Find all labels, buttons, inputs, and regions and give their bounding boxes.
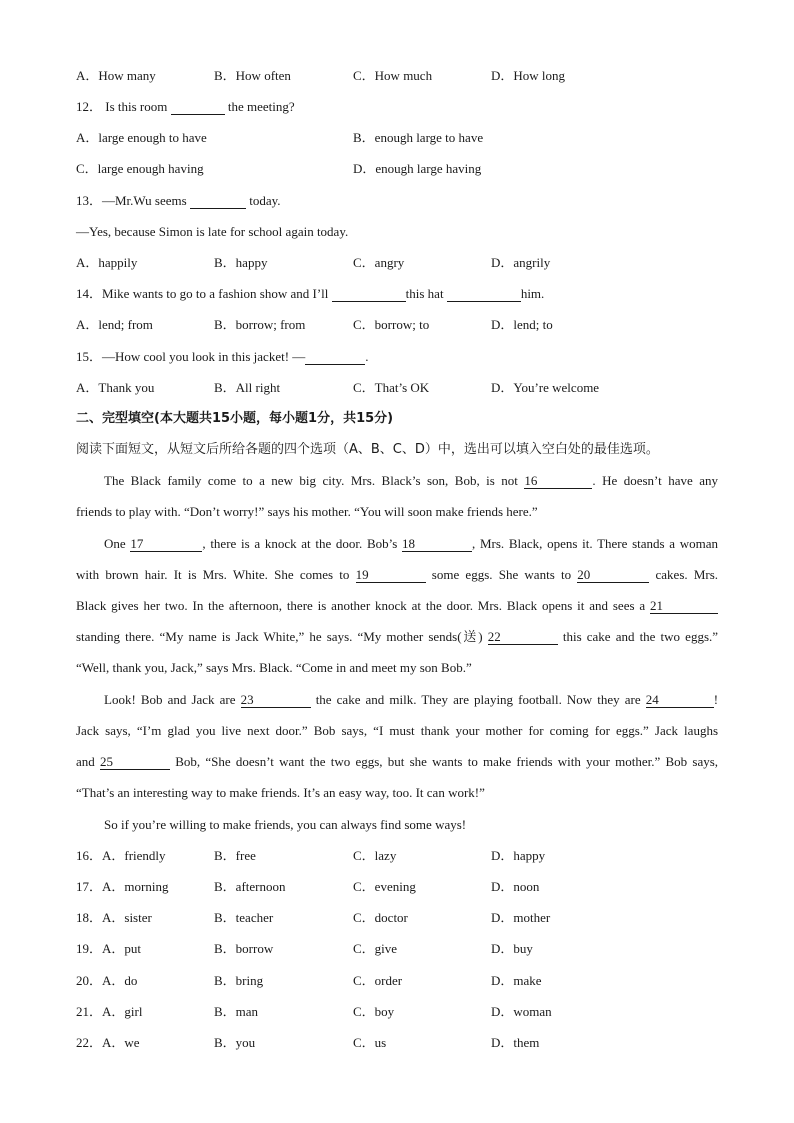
choice-a: 19．A．put [76, 941, 142, 956]
question-13-text: 13．—Mr.Wu seems [76, 193, 187, 208]
question-15-text: 15．—How cool you look in this jacket! — [76, 349, 306, 364]
option-b: B．happy [214, 255, 268, 270]
option-b: B．All right [214, 380, 281, 395]
choice-b: B．teacher [214, 910, 274, 925]
question-15-text-end: . [365, 349, 369, 364]
blank-22: 22 [488, 630, 558, 645]
option-a: A．How many [76, 68, 156, 83]
choice-c: C．give [353, 941, 398, 956]
question-14-text: 14．Mike wants to go to a fashion show and I’ll [76, 286, 329, 301]
option-b: B．borrow; from [214, 317, 306, 332]
blank-18: 18 [402, 537, 472, 552]
section-heading: 二、完型填空(本大题共15小题，每小题1分，共15分) [76, 411, 394, 426]
passage-text: One [104, 536, 126, 551]
question-12-text: 12． Is this room [76, 99, 168, 114]
passage-line [104, 536, 718, 552]
choice-d: D．happy [491, 848, 546, 863]
blank-16: 16 [524, 474, 592, 489]
choice-a: 17．A．morning [76, 879, 169, 894]
passage-text: , Mrs. Black, opens it. There stands a woman [472, 536, 719, 551]
passage-text: cakes. Mrs. [655, 567, 719, 582]
choice-d: D．noon [491, 879, 540, 894]
answer-blank [190, 194, 246, 209]
question-15 [76, 349, 369, 365]
choice-a: 21．A．girl [76, 1004, 143, 1019]
passage-line: Jack says, “I’m glad you live next door.” Bob says, “I must thank your mother for coming for eggs.” Jack laughs [76, 723, 718, 738]
question-14-text-end: him. [520, 286, 545, 301]
passage-text: with brown hair. It is Mrs. White. She comes to [76, 567, 350, 582]
question-13 [76, 193, 281, 209]
choice-d: D．them [491, 1035, 540, 1050]
choice-b: B．free [214, 848, 256, 863]
choice-a: 20．A．do [76, 973, 138, 988]
choice-b: B．man [214, 1004, 259, 1019]
blank-25: 25 [100, 755, 170, 770]
question-12-text-end: the meeting? [227, 99, 295, 114]
option-d: D．You’re welcome [491, 380, 600, 395]
choice-a: 22．A．we [76, 1035, 140, 1050]
passage-text: Look! Bob and Jack are [104, 692, 236, 707]
choice-b: B．bring [214, 973, 264, 988]
passage-text: this cake and the two eggs.” [562, 629, 719, 644]
section-instruction: 阅读下面短文，从短文后所给各题的四个选项（A、B、C、D）中，选出可以填入空白处的最佳选项。 [76, 442, 659, 457]
passage-line [104, 473, 718, 489]
choice-d: D．buy [491, 941, 533, 956]
question-14-text-mid: this hat [405, 286, 444, 301]
answer-blank [171, 100, 225, 115]
answer-blank [447, 287, 521, 302]
passage-text: The Black family come to a new big city. Mrs. Black’s son, Bob, is not [104, 473, 518, 488]
passage-line: friends to play with. “Don’t worry!” says his mother. “You will soon make friends here.” [76, 504, 538, 519]
option-a: A．Thank you [76, 380, 155, 395]
passage-line: So if you’re willing to make friends, you can always find some ways! [104, 817, 467, 832]
passage-text: Bob, “She doesn’t want the two eggs, but she wants to make friends with your mother.” Bob says, [175, 754, 719, 769]
question-14 [76, 286, 544, 302]
blank-19: 19 [356, 568, 426, 583]
option-a: A．happily [76, 255, 138, 270]
option-c: C．How much [353, 68, 433, 83]
blank-24: 24 [646, 693, 714, 708]
option-d: D．How long [491, 68, 566, 83]
option-b: B．How often [214, 68, 291, 83]
question-13-reply: —Yes, because Simon is late for school again today. [76, 224, 349, 239]
passage-line: “Well, thank you, Jack,” says Mrs. Black. “Come in and meet my son Bob.” [76, 660, 472, 675]
passage-text: Black gives her two. In the afternoon, there is another knock at the door. Mrs. Black opens it and sees a [76, 598, 646, 613]
blank-23: 23 [241, 693, 311, 708]
question-13-text-end: today. [249, 193, 281, 208]
option-d: D．enough large having [353, 161, 482, 176]
option-a: A．large enough to have [76, 130, 207, 145]
blank-21: 21 [650, 599, 718, 614]
passage-line [76, 567, 718, 583]
choice-c: C．evening [353, 879, 416, 894]
answer-blank [305, 350, 365, 365]
choice-b: B．you [214, 1035, 256, 1050]
passage-text: . He doesn’t have any [592, 473, 718, 488]
choice-c: C．boy [353, 1004, 395, 1019]
choice-a: 18．A．sister [76, 910, 152, 925]
passage-line [76, 598, 718, 614]
answer-blank [332, 287, 406, 302]
choice-b: B．borrow [214, 941, 274, 956]
choice-a: 16．A．friendly [76, 848, 166, 863]
choice-d: D．mother [491, 910, 551, 925]
choice-d: D．woman [491, 1004, 552, 1019]
option-a: A．lend; from [76, 317, 153, 332]
blank-20: 20 [577, 568, 649, 583]
passage-text: standing there. “My name is Jack White,” he says. “My mother sends(送) [76, 629, 483, 644]
option-c: C．borrow; to [353, 317, 430, 332]
passage-line: “That’s an interesting way to make friends. It’s an easy way, too. It can work!” [76, 785, 485, 800]
blank-17: 17 [130, 537, 202, 552]
option-d: D．angrily [491, 255, 551, 270]
passage-line [104, 692, 718, 708]
passage-text: ! [713, 692, 719, 707]
option-c: C．angry [353, 255, 405, 270]
choice-b: B．afternoon [214, 879, 286, 894]
option-b: B．enough large to have [353, 130, 484, 145]
option-c: C．That’s OK [353, 380, 430, 395]
passage-line [76, 629, 718, 645]
choice-c: C．order [353, 973, 403, 988]
option-c: C．large enough having [76, 161, 204, 176]
passage-text: and [76, 754, 95, 769]
choice-c: C．lazy [353, 848, 397, 863]
choice-d: D．make [491, 973, 542, 988]
choice-c: C．doctor [353, 910, 408, 925]
passage-text: some eggs. She wants to [431, 567, 572, 582]
option-d: D．lend; to [491, 317, 553, 332]
choice-c: C．us [353, 1035, 387, 1050]
passage-text: the cake and milk. They are playing football. Now they are [315, 692, 641, 707]
passage-line [76, 754, 718, 770]
passage-text: , there is a knock at the door. Bob’s [202, 536, 398, 551]
question-12 [76, 99, 295, 115]
